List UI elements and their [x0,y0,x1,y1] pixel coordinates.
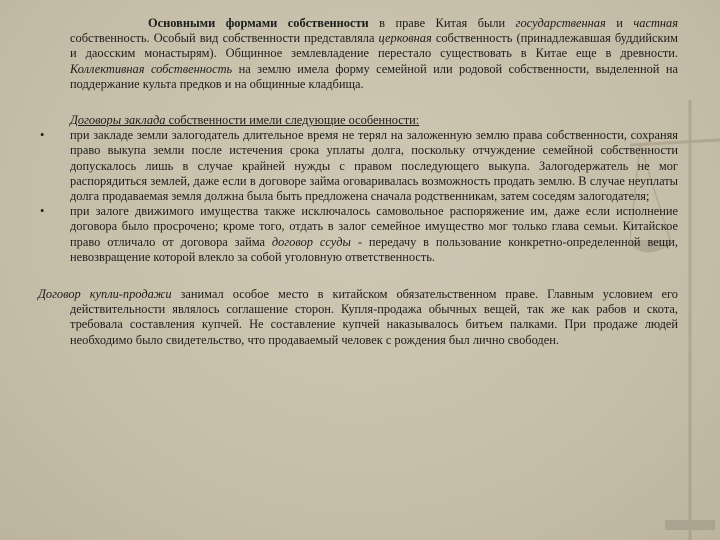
bullet-icon: • [40,128,45,143]
text: при залоге движимого имущества также исключалось самовольное распоряжение им, даже если исполнение договора было просрочено; кроме того, отдать в залог семейное имущество мог только глава семьи. Китайское право отличало от договора займа [70,204,678,249]
text: и [605,16,634,30]
term-pledge: Договоры заклада [70,113,166,128]
list-item-movable-pledge [38,204,678,265]
text: при закладе земли залогодатель длительное время не терял на заложенную землю права собственности, сохраняя право выкупа земли после истечения срока уплаты долга, поскольку отчуждение семейной собственности допускалось лишь в случае крайней нужды с правом последующего выкупа. Залогодержатель не мог распорядиться землей, даже если в договоре займа оговаривалась возможность продать землю. В случае неуплаты долга продаваемая земля должна была быть предложена сначала родственникам, затем соседям залогодателя; [70,128,678,204]
term-private: частная [633,16,679,30]
term-state: государственная [515,16,606,30]
term-collective: Коллективная собственность [70,61,233,76]
text: собственности имели следующие особенности: [165,113,420,128]
term-sale-contract: Договор купли-продажи [38,287,172,302]
term-ownership-forms: Основными формами собственности [148,16,369,30]
text: на землю имела форму семейной или родовой собственности, выделенной на поддержание культа предков и на общинные кладбища. [70,61,678,91]
text: собственность (принадлежавшая буддийским и даосским монастырям). Общинное землевладение перестало существовать в Китае еще в древности. [70,31,678,61]
term-church: церковная [378,31,432,46]
term-loan-for-use: договор ссуды [271,234,351,249]
text: собственность. Особый вид собственности представляла [70,31,379,46]
document-body [38,16,678,348]
paragraph-pledge-heading [38,113,678,128]
bullet-icon: • [40,204,45,219]
paragraph-sale-contract [38,287,678,348]
paragraph-ownership-forms [38,16,678,92]
text: занимал особое место в китайском обязательственном праве. Главным условием его действительности являлось соглашение сторон. Купля-продажа обычных вещей, так же как рабов и скота, требовала составления купчей. Не составление купчей наказывалось битьем палками. При продаже людей необходимо было свидетельство, что продаваемый человек с рождения был лично свободен. [70,287,678,347]
list-item-land-pledge [38,128,678,204]
text: в праве Китая были [368,16,516,30]
text: - передачу в пользование конкретно-определенной вещи, невозвращение которой влекло за собой уголовную ответственность. [70,234,678,264]
